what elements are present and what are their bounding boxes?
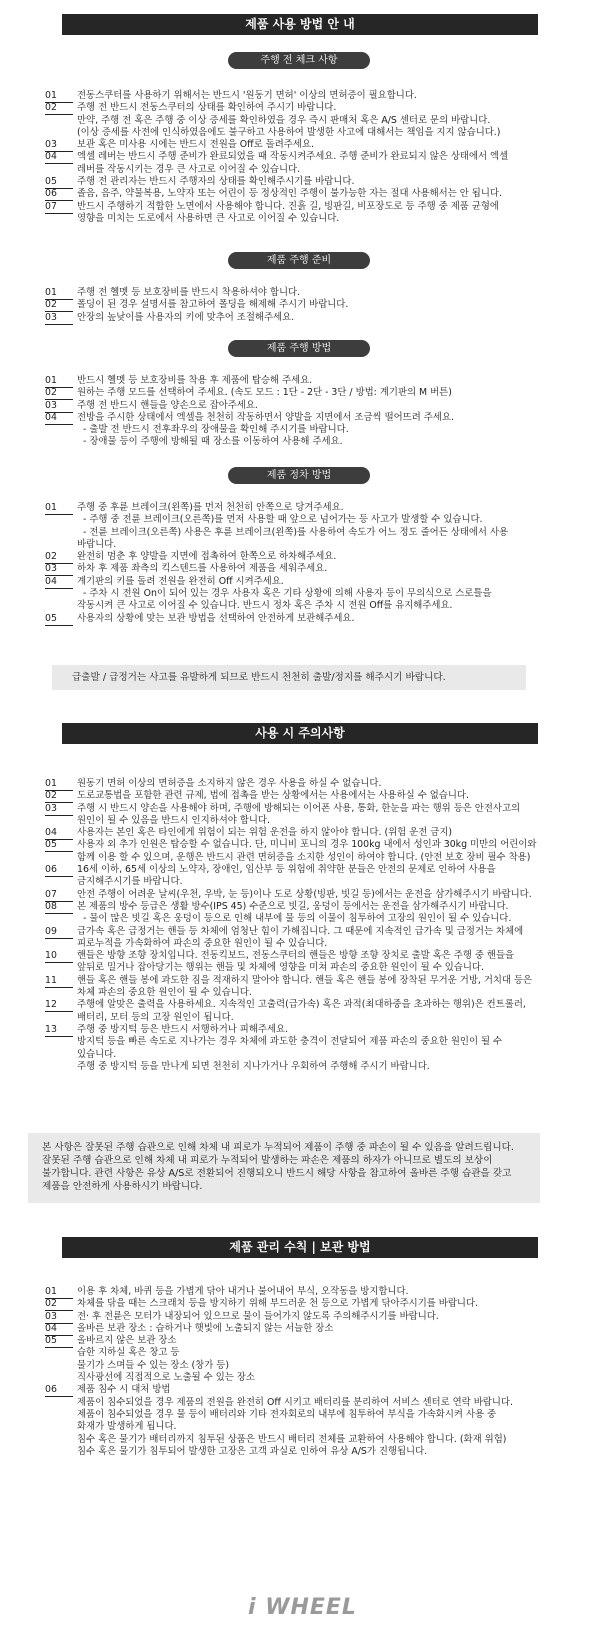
- item-text: 주행에 알맞은 출력을 사용하세요. 지속적인 고출력(급가속) 혹은 과적(최대하중을 초과하는 행위)은 컨트롤러,: [77, 999, 526, 1011]
- brand-logo: i WHEEL: [248, 1595, 357, 1620]
- item-number: 07: [45, 889, 73, 902]
- item-text-continued: 직사광선에 직접적으로 노출될 수 있는 장소: [77, 1372, 255, 1384]
- item-text-continued: 제품이 침수되었을 경우 물 등이 배터리와 기타 전자회로의 내부에 침투하여 부식을 가속화시켜 사용 중: [77, 1408, 497, 1420]
- item-number: 02: [45, 551, 73, 564]
- item-text: 주행 중 방지턱 등은 반드시 서행하거나 피해주세요.: [77, 1023, 289, 1035]
- item-number: 06: [45, 864, 73, 877]
- list-item: [45, 188, 565, 200]
- item-text-continued: 원인이 될 수 있음을 반드시 인지하셔야 합니다.: [77, 814, 270, 826]
- list-item: [45, 387, 565, 399]
- notice-line: 제품을 안전하게 사용하시기 바랍니다.: [42, 1181, 203, 1192]
- item-number: 10: [45, 950, 73, 963]
- item-text: 원동기 면허 이상의 면허증을 소지하지 않은 경우 사용을 하실 수 없습니다.: [77, 778, 382, 789]
- item-text-continued: 영향을 미치는 도로에서 사용하면 큰 사고로 이어질 수 있습니다.: [77, 212, 340, 224]
- list-item: [45, 1311, 565, 1323]
- item-text: 급가속 혹은 급정거는 핸들 등 차체에 엄청난 힘이 가해집니다. 그 때문에 지속적인 급가속 및 급정거는 차체에: [77, 925, 524, 937]
- item-number: 02: [45, 1298, 73, 1311]
- item-number: 05: [45, 839, 73, 852]
- item-text-continued: 침수 혹은 물기가 배터리까지 침투된 상품은 반드시 배터리 전체를 교환하여 사용해야 합니다. (화재 위험): [77, 1433, 507, 1445]
- item-number: 02: [45, 299, 73, 312]
- item-text: 전방을 주시한 상태에서 엑셀을 천천히 작동하면서 양발을 지면에서 조금씩 떨어뜨려 주세요.: [77, 411, 454, 423]
- notice-line: 잘못된 주행 습관으로 인해 차체 내 피로가 누적되어 발생하는 파손은 제품의 하자가 아니므로 별도의 보상이: [42, 1155, 493, 1166]
- list-item: [45, 576, 565, 613]
- list-item: [45, 551, 565, 563]
- list-item: [45, 90, 565, 102]
- ride-prep-list: [45, 287, 565, 324]
- item-text-continued: 제품이 침수되었을 경우 제품의 전원을 완전히 Off 시키고 배터리를 분리하여 서비스 센터로 연락 바랍니다.: [77, 1396, 513, 1408]
- item-text-continued: 금지해주시기를 바랍니다.: [77, 876, 183, 888]
- item-text-continued: - 출발 전 반드시 전후좌우의 장애물을 확인해 주시기를 바랍니다.: [83, 424, 349, 436]
- list-item: [45, 563, 565, 575]
- item-text: 도로교통법을 포함한 관련 규제, 법에 접촉을 받는 상황에서는 사용에서는 사용하실 수 없습니다.: [77, 790, 469, 802]
- item-text: 하차 후 제품 좌측의 킥스텐드를 사용하여 제품을 세워주세요.: [77, 563, 328, 575]
- list-item: [45, 839, 565, 864]
- item-number: 01: [45, 778, 73, 791]
- stop-method-list: [45, 502, 565, 625]
- subsection-title-stop-method: 제품 정차 방법: [228, 467, 370, 484]
- item-number: 06: [45, 1384, 73, 1397]
- item-text-continued: - 장애물 등이 주행에 방해될 때 장소를 이동하여 사용해 주세요.: [83, 436, 343, 448]
- item-number: 05: [45, 613, 73, 626]
- item-text-continued: 앞뒤로 밀거나 잡아당기는 행위는 핸들 및 차체에 영향을 미쳐 파손의 중요한 원인이 될 수 있습니다.: [77, 962, 484, 974]
- list-item: [45, 926, 565, 951]
- item-number: 04: [45, 412, 73, 425]
- item-text-continued: 작동시켜 큰 사고로 이어질 수 있습니다. 반드시 정차 혹은 주차 시 전원 Off를 유지해주세요.: [77, 600, 453, 612]
- item-number: 11: [45, 975, 73, 988]
- list-item: [45, 1323, 565, 1335]
- item-text-continued: 방지턱 등을 빠른 속도로 지나가는 경우 차체에 과도한 충격이 전달되어 제품 파손의 중요한 원인이 될 수: [77, 1036, 503, 1048]
- item-number: 03: [45, 563, 73, 576]
- item-text-continued: - 주차 시 전원 On이 되어 있는 경우 사용자 혹은 기타 상황에 의해 사용자 등이 무의식으로 스로틀을: [83, 588, 492, 600]
- item-text: 졸음, 음주, 약물복용, 노약자 또는 어린이 등 정상적인 주행이 불가능한 자는 절대 사용해서는 안 됩니다.: [77, 188, 502, 200]
- item-text: 사용자 외 추가 인원은 탑승할 수 없습니다. 단, 미니비 포니의 경우 100kg 내에서 성인과 30kg 미만의 어린이와: [77, 839, 537, 851]
- list-item: [45, 1024, 565, 1073]
- notice-box-fatigue: [28, 1133, 540, 1203]
- item-text: 주행 전 반드시 전동스쿠터의 상태를 확인하여 주시기 바랍니다.: [77, 102, 337, 114]
- list-item: [45, 102, 565, 139]
- item-number: 02: [45, 790, 73, 803]
- list-item: [45, 889, 565, 901]
- list-item: [45, 778, 565, 790]
- cautions-list: [45, 778, 565, 1073]
- item-number: 01: [45, 90, 73, 103]
- item-number: 12: [45, 999, 73, 1012]
- item-text: 엑셀 레버는 반드시 주행 준비가 완료되었을 때 작동시켜주세요. 주행 준비가 완료되지 않은 상태에서 엑셀: [77, 151, 509, 163]
- item-text: 이용 후 차체, 바퀴 등을 가볍게 닦아 내거나 불어내어 부식, 오작동을 방지합니다.: [77, 1286, 409, 1297]
- item-text: 주행 전 관리자는 반드시 주행자의 상태를 확인해주시기를 바랍니다.: [77, 176, 355, 188]
- item-text-continued: - 물이 많은 빗길 혹은 웅덩이 등으로 인해 내부에 물 등의 이물이 침투하여 고장의 원인이 될 수 있습니다.: [83, 913, 512, 925]
- list-item: [45, 950, 565, 975]
- item-number: 08: [45, 901, 73, 914]
- list-item: [45, 790, 565, 802]
- item-text-continued: 화재가 발생하게 됩니다.: [77, 1421, 177, 1433]
- item-number: 04: [45, 827, 73, 840]
- subsection-title-ride-method: 제품 주행 방법: [228, 340, 370, 357]
- item-text: 전동스쿠터를 사용하기 위해서는 반드시 '원동기 면허' 이상의 면허증이 필요합니다.: [77, 90, 417, 101]
- list-item: [45, 1384, 565, 1458]
- item-text: 핸들은 방향 조향 장치입니다. 전동킥보드, 전동스쿠터의 핸들은 방향 조향 장치로 출발 혹은 주행 중 핸들을: [77, 950, 515, 962]
- list-item: [45, 400, 565, 412]
- item-text-continued: 주행 중 방지턱 등을 만나게 되면 천천히 지나가거나 우회하여 주행해 주시기 바랍니다.: [77, 1060, 430, 1072]
- section-header-cautions: 사용 시 주의사항: [62, 723, 538, 744]
- item-text: 차체를 닦을 때는 스크래치 등을 방지하기 위해 부드러운 천 등으로 가볍게 닦아주시기를 바랍니다.: [77, 1298, 478, 1310]
- item-text: 계기판의 키를 돌려 전원을 완전히 Off 시켜주세요.: [77, 575, 284, 587]
- list-item: [45, 299, 565, 311]
- list-item: [45, 375, 565, 387]
- list-item: [45, 1335, 565, 1384]
- item-text-continued: - 주행 중 전륜 브레이크(오른쪽)를 먼저 사용할 때 앞으로 넘어가는 등 사고가 발생할 수 있습니다.: [83, 514, 483, 526]
- item-number: 04: [45, 1323, 73, 1336]
- item-text: 올바르지 않은 보관 장소: [77, 1335, 177, 1347]
- item-number: 13: [45, 1024, 73, 1037]
- item-number: 03: [45, 312, 73, 325]
- item-text-continued: 있습니다.: [77, 1048, 117, 1060]
- list-item: [45, 502, 565, 551]
- list-item: [45, 864, 565, 889]
- notice-banner-sudden-start: 급출발 / 급정거는 사고를 유발하게 되므로 반드시 천천히 출발/정지를 해주시기 바랍니다.: [52, 665, 526, 690]
- item-text-continued: (이상 증세를 사전에 인식하였음에도 불구하고 사용하여 발생한 사고에 대해서는 책임을 지지 않습니다.): [77, 126, 501, 138]
- item-number: 06: [45, 188, 73, 201]
- item-number: 01: [45, 1286, 73, 1299]
- list-item: [45, 901, 565, 926]
- list-item: [45, 1286, 565, 1298]
- item-number: 04: [45, 576, 73, 589]
- item-number: 01: [45, 287, 73, 300]
- pre-ride-check-list: [45, 90, 565, 225]
- list-item: [45, 201, 565, 226]
- item-text-continued: 피로누적을 가속화하여 파손의 중요한 원인이 될 수 있습니다.: [77, 937, 328, 949]
- item-number: 01: [45, 375, 73, 388]
- item-number: 04: [45, 151, 73, 164]
- item-text: 핸들 혹은 핸들 봉에 과도한 짐을 적재하지 말아야 합니다. 핸들 혹은 핸들 봉에 장착된 무거운 거방, 거치대 등은: [77, 974, 533, 986]
- item-text: 안장의 높낮이를 사용자의 키에 맞추어 조절해주세요.: [77, 311, 295, 323]
- item-number: 01: [45, 502, 73, 515]
- item-text-continued: 만약, 주행 전 혹은 주행 중 이상 증세를 확인하였을 경우 즉시 판매처 혹은 A/S 센터로 문의 바랍니다.: [77, 114, 491, 126]
- subsection-title-pre-ride-check: 주행 전 체크 사항: [228, 52, 370, 69]
- section-header-care-storage: 제품 관리 수칙 | 보관 방법: [62, 1237, 538, 1258]
- list-item: [45, 613, 565, 625]
- list-item: [45, 139, 565, 151]
- item-text: 전· 후 전륜은 모터가 내장되어 있으므로 물이 들어가지 않도록 주의해주시기를 바랍니다.: [77, 1310, 439, 1322]
- item-text-continued: 차체 파손의 중요한 원인이 될 수 있습니다.: [77, 987, 252, 999]
- item-text: 본 제품의 방수 등급은 생활 방수(IPS 45) 수준으로 빗길, 웅덩이 등에서는 운전을 삼가해주시기 바랍니다.: [77, 900, 509, 912]
- item-text-continued: 레버를 작동시키는 경우 큰 사고로 이어질 수 있습니다.: [77, 163, 301, 175]
- list-item: [45, 999, 565, 1024]
- list-item: [45, 1298, 565, 1310]
- item-text: 완전히 멈춘 후 양발을 지면에 접촉하여 한쪽으로 하차해주세요.: [77, 551, 337, 563]
- list-item: [45, 287, 565, 299]
- item-text-continued: 습한 지하실 혹은 창고 등: [77, 1347, 180, 1359]
- item-text-continued: 함께 이용 할 수 있으며, 운행은 반드시 관련 면허증을 소지한 성인이 하여야 합니다. (안전 보호 장비 필수 착용): [77, 851, 531, 863]
- item-text: 주행 시 반드시 양손을 사용해야 하며, 주행에 방해되는 이어폰 사용, 통화, 한눈을 파는 행위 등은 안전사고의: [77, 802, 521, 814]
- care-storage-list: [45, 1286, 565, 1458]
- item-number: 07: [45, 201, 73, 214]
- item-number: 02: [45, 387, 73, 400]
- item-text: 반드시 헬멧 등 보호장비를 착용 후 제품에 탑승해 주세요.: [77, 375, 313, 386]
- item-number: 05: [45, 1335, 73, 1348]
- item-text: 주행 중 후륜 브레이크(왼쪽)를 먼저 천천히 안쪽으로 당겨주세요.: [77, 502, 344, 513]
- list-item: [45, 827, 565, 839]
- item-number: 09: [45, 926, 73, 939]
- item-number: 03: [45, 139, 73, 152]
- item-number: 05: [45, 176, 73, 189]
- list-item: [45, 803, 565, 828]
- list-item: [45, 176, 565, 188]
- item-text: 사용자의 상황에 맞는 보관 방법을 선택하여 안전하게 보관해주세요.: [77, 612, 355, 624]
- item-text-continued: - 전륜 브레이크(오른쪽) 사용은 후륜 브레이크(왼쪽)를 사용하여 속도가 어느 정도 줄어든 상태에서 사용: [83, 526, 509, 538]
- item-text-continued: 배터리, 모터 등의 고장 원인이 됩니다.: [77, 1011, 234, 1023]
- list-item: [45, 975, 565, 1000]
- subsection-title-ride-prep: 제품 주행 준비: [228, 252, 370, 269]
- notice-line: 본 사항은 잘못된 주행 습관으로 인해 차체 내 피로가 누적되어 제품이 주행 중 파손이 될 수 있음을 알려드립니다.: [42, 1142, 514, 1153]
- item-number: 03: [45, 803, 73, 816]
- item-text: 주행 전 헬멧 등 보호장비를 반드시 착용하셔야 합니다.: [77, 287, 301, 298]
- list-item: [45, 151, 565, 176]
- item-text: 16세 이하, 65세 이상의 노약자, 장애인, 임산부 등 위험에 취약한 분들은 안전의 문제로 인하여 사용을: [77, 864, 496, 876]
- item-number: 03: [45, 1311, 73, 1324]
- ride-method-list: [45, 375, 565, 449]
- item-text: 제품 침수 시 대처 방법: [77, 1384, 171, 1396]
- item-text: 사용자는 본인 혹은 타인에게 위험이 되는 위험 운전을 하지 않아야 합니다. (위험 운전 금지): [77, 827, 453, 839]
- notice-line: 불가합니다. 관련 사항은 유상 A/S로 전환되어 진행되오니 반드시 해당 사항을 참고하여 올바른 주행 습관을 갖고: [42, 1168, 512, 1179]
- item-text-continued: 바랍니다.: [77, 538, 117, 550]
- list-item: [45, 312, 565, 324]
- item-text: 반드시 주행하기 적합한 노면에서 사용해야 합니다. 진흙 길, 빙판길, 비포장도로 등 주행 중 제품 균형에: [77, 200, 499, 212]
- item-text: 폴딩이 된 경우 설명서를 참고하여 폴딩을 해제해 주시기 바랍니다.: [77, 299, 349, 311]
- item-text-continued: 침수 혹은 물기가 침투되어 발생한 고장은 고객 과실로 인하여 유상 A/S가 진행됩니다.: [77, 1445, 428, 1457]
- item-text: 보관 혹은 미사용 시에는 반드시 전원을 Off로 돌려주세요.: [77, 139, 314, 151]
- section-header-usage: 제품 사용 방법 안 내: [62, 14, 538, 35]
- list-item: [45, 412, 565, 449]
- item-text: 올바른 보관 장소 : 습하거나 햇빛에 노출되지 않는 서늘한 장소: [77, 1322, 334, 1334]
- item-text: 주행 전 반드시 핸들을 양손으로 잡아주세요.: [77, 399, 258, 411]
- item-text: 원하는 주행 모드를 선택하여 주세요. (속도 모드 : 1단 - 2단 - 3단 / 방법: 계기판의 M 버튼): [77, 387, 452, 399]
- item-number: 02: [45, 102, 73, 115]
- item-text: 안전 주행이 어려운 날씨(우천, 우박, 눈 등)이나 도로 상황(빙판, 빗길 등)에서는 운전을 삼가해주시기 바랍니다.: [77, 888, 532, 900]
- item-number: 03: [45, 400, 73, 413]
- item-text-continued: 물기가 스며들 수 있는 장소 (창가 등): [77, 1359, 229, 1371]
